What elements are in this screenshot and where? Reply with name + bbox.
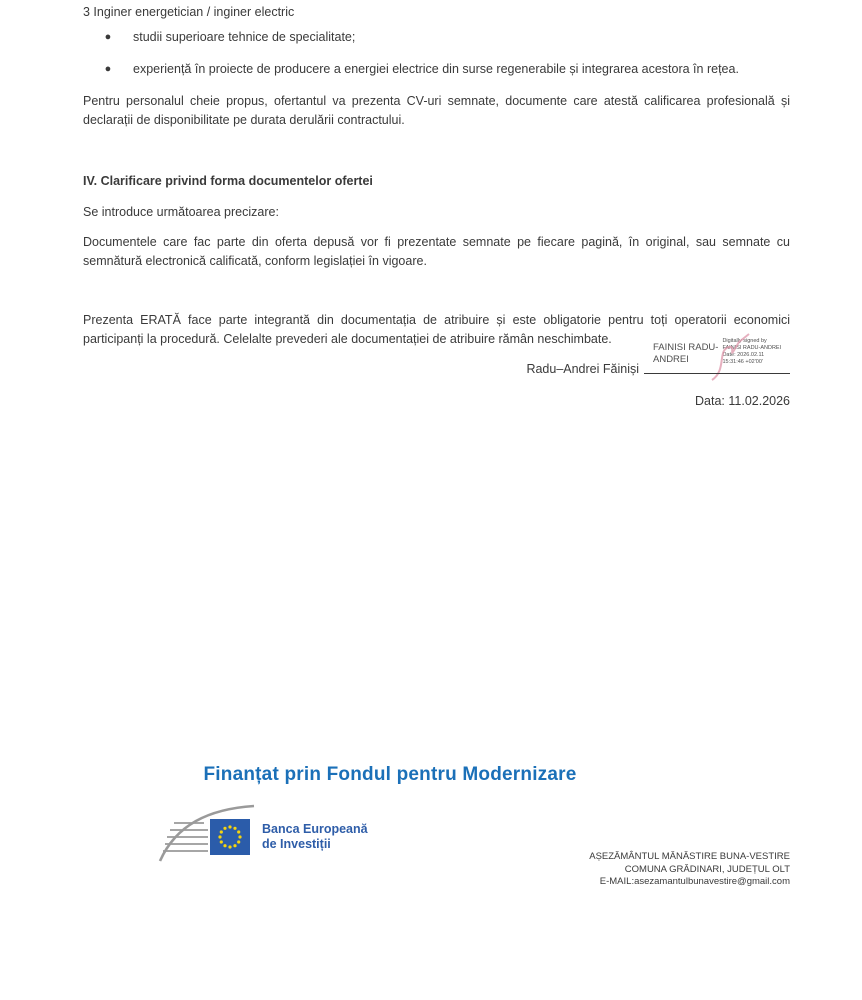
organization-address-block: [400, 851, 790, 889]
bullet-text: studii superioare tehnice de specialitate;: [133, 30, 356, 44]
eib-logo: [158, 803, 370, 865]
section-heading: IV. Clarificare privind forma documentelor ofertei: [83, 174, 373, 188]
signatory-row: [83, 360, 790, 379]
list-item: [83, 29, 790, 46]
paragraph-erata: Prezenta ERATĂ face parte integrantă din documentația de atribuire și este obligatorie pentru toți operatorii economici participanți la procedură. Celelalte prevederi ale documentației de atribuire rămân neschimbate.: [83, 313, 790, 346]
bullet-icon: ●: [104, 31, 112, 43]
requirements-bullet-list: [83, 29, 790, 93]
eib-wordmark: Banca Europeană de Investiții: [262, 822, 368, 851]
org-name: AȘEZĂMÂNTUL MĂNĂSTIRE BUNA-VESTIRE: [589, 851, 790, 862]
bullet-icon: ●: [104, 63, 112, 75]
org-email: E-MAIL:asezamantulbunavestire@gmail.com: [599, 876, 790, 887]
stamp-signer-name: FAINISI RADU- ANDREI: [653, 342, 719, 365]
date-line: Data: 11.02.2026: [695, 394, 790, 408]
eu-flag-icon: [210, 819, 250, 855]
stamp-details: Digitally signed by FAINISI RADU-ANDREI Date: 2026.02.11 15:31:46 +02'00': [722, 338, 782, 365]
paragraph-intro: Se introduce următoarea precizare:: [83, 205, 279, 219]
org-location: COMUNA GRĂDINARI, JUDEȚUL OLT: [624, 863, 790, 875]
paragraph-documents: Documentele care fac parte din oferta depusă vor fi prezentate semnate pe fiecare pagină, în original, sau semnate cu semnătură electronică calificată, conform legislației în vigoare.: [83, 235, 790, 268]
list-item: [83, 61, 790, 78]
intro-line: 3 Inginer energetician / inginer electric: [83, 5, 295, 19]
bullet-text: experiență în proiecte de producere a energiei electrice din surse regenerabile și integrarea acestora în rețea.: [133, 62, 739, 76]
signature-line: [644, 373, 790, 374]
funding-heading: Finanțat prin Fondul pentru Modernizare: [203, 764, 577, 785]
signatory-name: Radu–Andrei Făiniși: [526, 362, 639, 376]
paragraph-personal: Pentru personalul cheie propus, ofertantul va prezenta CV-uri semnate, documente care atestă calificarea profesională și declarații de disponibilitate pe durata derulării contractului.: [83, 94, 790, 127]
